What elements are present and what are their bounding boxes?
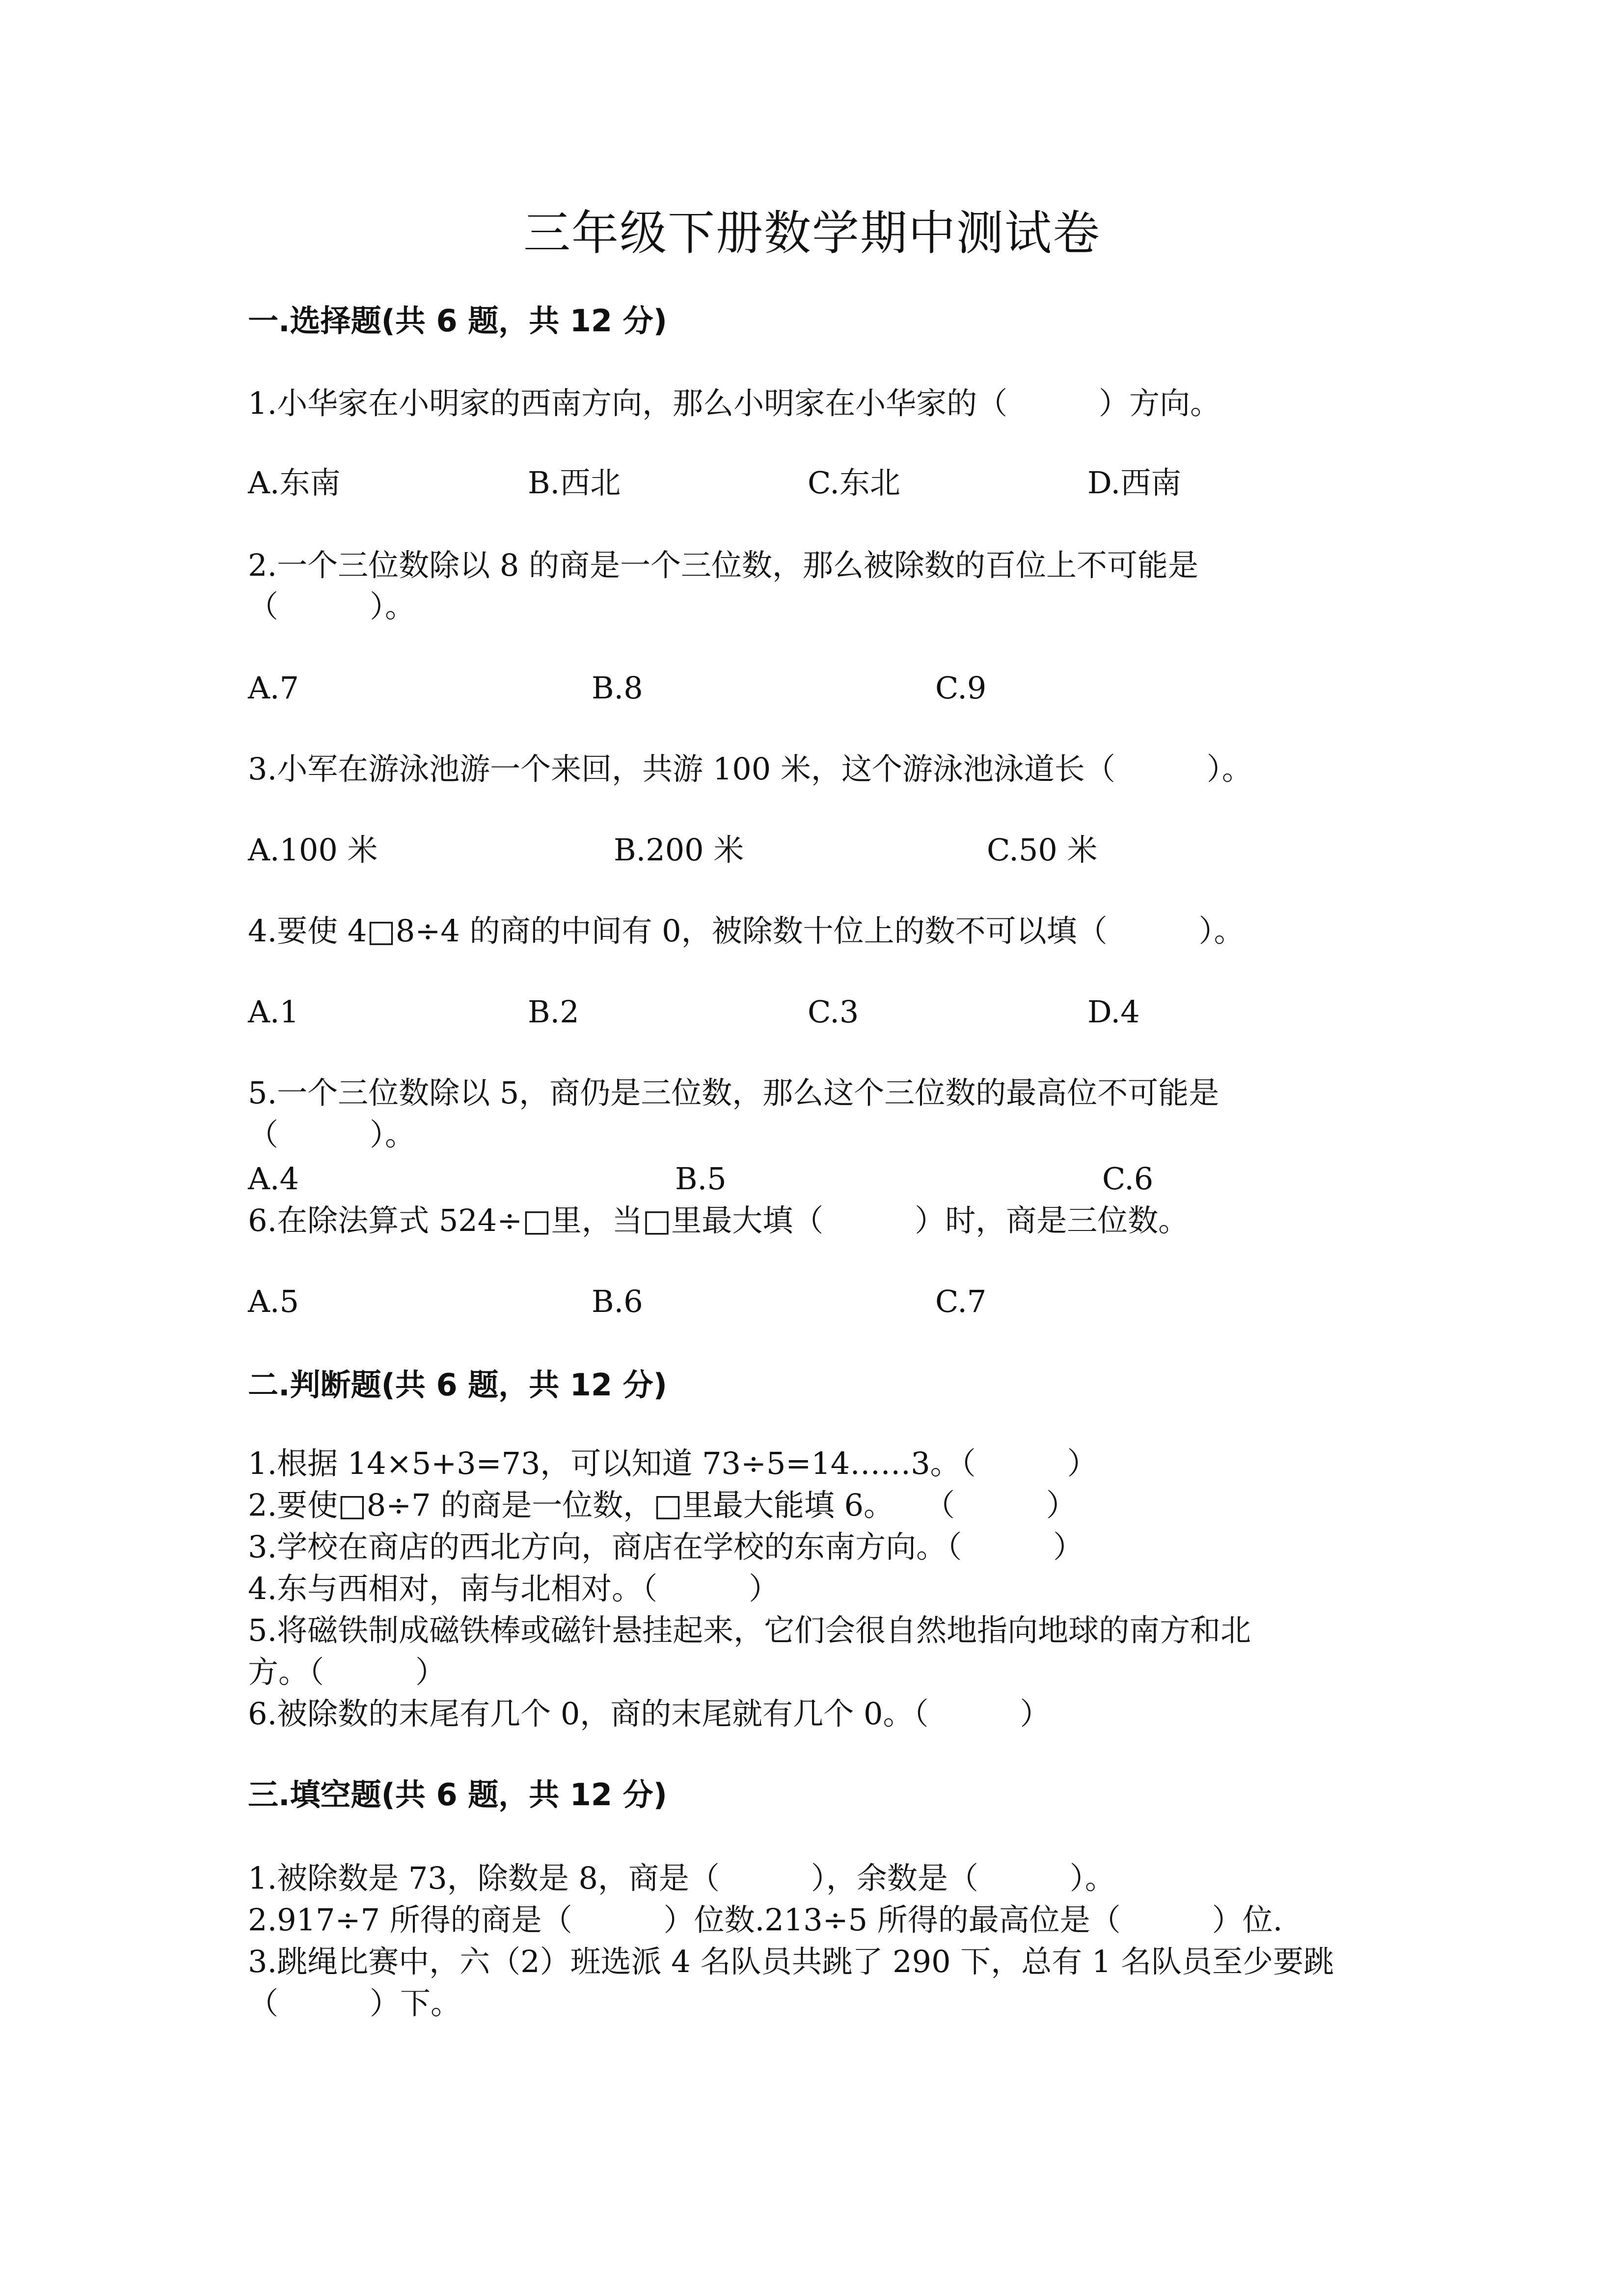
choice-option: A.东南 bbox=[248, 465, 341, 501]
section-heading-fill-blank: 三.填空题(共 6 题，共 12 分) bbox=[248, 1777, 667, 1813]
choice-question-3: 3.小军在游泳池游一个来回，共游 100 米，这个游泳池泳道长（ ）。 bbox=[248, 751, 1252, 787]
choice-option: C.东北 bbox=[808, 465, 900, 501]
choice-option: C.9 bbox=[935, 670, 987, 706]
choice-option: B.西北 bbox=[528, 465, 621, 501]
choice-option: D.4 bbox=[1087, 994, 1140, 1030]
section-heading-choice: 一.选择题(共 6 题，共 12 分) bbox=[248, 303, 667, 339]
judgement-question-5: 5.将磁铁制成磁铁棒或磁针悬挂起来，它们会很自然地指向地球的南方和北 bbox=[248, 1612, 1251, 1648]
choice-option: C.6 bbox=[1102, 1161, 1154, 1197]
judgement-question-6: 6.被除数的末尾有几个 0，商的末尾就有几个 0。（ ） bbox=[248, 1696, 1051, 1732]
judgement-question-4: 4.东与西相对，南与北相对。（ ） bbox=[248, 1571, 780, 1606]
choice-question-5: 5.一个三位数除以 5，商仍是三位数，那么这个三位数的最高位不可能是 bbox=[248, 1075, 1219, 1111]
choice-option: A.7 bbox=[248, 670, 299, 706]
choice-question-2-continued: （ ）。 bbox=[248, 588, 416, 624]
choice-option: A.100 米 bbox=[248, 832, 378, 868]
choice-option: B.6 bbox=[592, 1283, 643, 1319]
choice-question-5-continued: （ ）。 bbox=[248, 1117, 416, 1152]
choice-option: A.1 bbox=[248, 994, 299, 1030]
choice-question-1: 1.小华家在小明家的西南方向，那么小明家在小华家的（ ）方向。 bbox=[248, 385, 1221, 421]
choice-question-2: 2.一个三位数除以 8 的商是一个三位数，那么被除数的百位上不可能是 bbox=[248, 547, 1199, 583]
choice-question-4: 4.要使 4□8÷4 的商的中间有 0，被除数十位上的数不可以填（ ）。 bbox=[248, 913, 1245, 949]
page-title: 三年级下册数学期中测试卷 bbox=[523, 206, 1101, 261]
choice-option: B.8 bbox=[592, 670, 643, 706]
judgement-question-1: 1.根据 14×5+3=73，可以知道 73÷5=14……3。（ ） bbox=[248, 1445, 1098, 1481]
choice-option: A.5 bbox=[248, 1283, 299, 1319]
choice-option: C.7 bbox=[935, 1283, 987, 1319]
choice-option: D.西南 bbox=[1087, 465, 1182, 501]
choice-option: B.2 bbox=[528, 994, 579, 1030]
judgement-question-2: 2.要使□8÷7 的商是一位数，□里最大能填 6。 （ ） bbox=[248, 1487, 1077, 1523]
section-heading-judgement: 二.判断题(共 6 题，共 12 分) bbox=[248, 1367, 667, 1403]
choice-question-6: 6.在除法算式 524÷□里，当□里最大填（ ）时，商是三位数。 bbox=[248, 1202, 1189, 1238]
fill-question-3: 3.跳绳比赛中，六（2）班选派 4 名队员共跳了 290 下，总有 1 名队员至少要跳 bbox=[248, 1944, 1334, 1979]
fill-question-2: 2.917÷7 所得的商是（ ）位数.213÷5 所得的最高位是（ ）位. bbox=[248, 1902, 1283, 1938]
choice-option: C.3 bbox=[808, 994, 859, 1030]
choice-option: A.4 bbox=[248, 1161, 299, 1197]
choice-option: C.50 米 bbox=[987, 832, 1098, 868]
choice-option: B.200 米 bbox=[614, 832, 744, 868]
fill-question-3-continued: （ ）下。 bbox=[248, 1985, 461, 2021]
judgement-question-3: 3.学校在商店的西北方向，商店在学校的东南方向。（ ） bbox=[248, 1529, 1084, 1565]
choice-option: B.5 bbox=[675, 1161, 727, 1197]
judgement-question-5-continued: 方。（ ） bbox=[248, 1654, 446, 1690]
fill-question-1: 1.被除数是 73，除数是 8，商是（ ），余数是（ ）。 bbox=[248, 1860, 1115, 1896]
